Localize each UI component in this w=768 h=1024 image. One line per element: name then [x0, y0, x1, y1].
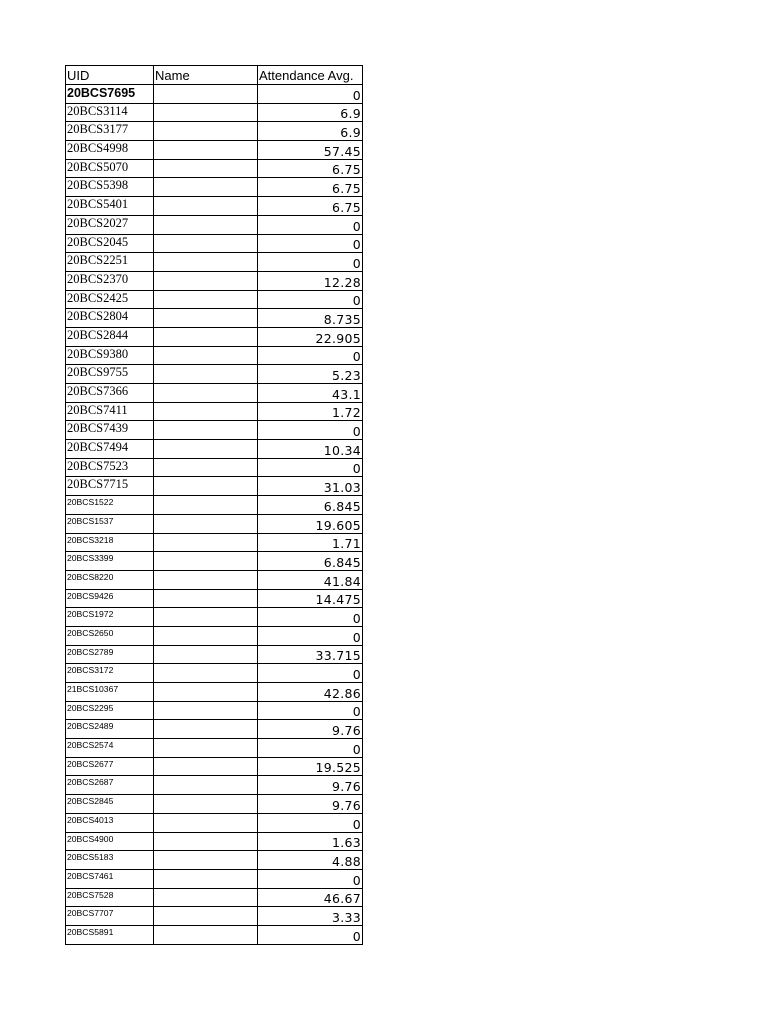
name-cell — [154, 645, 258, 664]
attendance-cell: 0 — [258, 85, 363, 104]
attendance-cell: 0 — [258, 925, 363, 944]
attendance-cell: 0 — [258, 346, 363, 365]
table-row — [66, 570, 363, 589]
uid-cell: 20BCS2251 — [66, 253, 154, 272]
table-row — [66, 795, 363, 814]
name-cell — [154, 365, 258, 384]
uid-cell: 20BCS3114 — [66, 103, 154, 122]
table-row — [66, 477, 363, 496]
attendance-cell: 0 — [258, 458, 363, 477]
table-row — [66, 589, 363, 608]
uid-cell: 20BCS4900 — [66, 832, 154, 851]
uid-cell: 20BCS7411 — [66, 402, 154, 421]
uid-cell: 20BCS2845 — [66, 795, 154, 814]
attendance-cell: 8.735 — [258, 309, 363, 328]
attendance-cell: 31.03 — [258, 477, 363, 496]
attendance-cell: 9.76 — [258, 776, 363, 795]
table-row — [66, 103, 363, 122]
attendance-cell: 19.525 — [258, 757, 363, 776]
name-cell — [154, 141, 258, 160]
header-row — [66, 66, 363, 85]
name-cell — [154, 514, 258, 533]
table-row — [66, 701, 363, 720]
table-row — [66, 290, 363, 309]
uid-cell: 20BCS7366 — [66, 384, 154, 403]
name-cell — [154, 552, 258, 571]
uid-cell: 20BCS2574 — [66, 739, 154, 758]
uid-cell: 20BCS3172 — [66, 664, 154, 683]
attendance-cell: 0 — [258, 626, 363, 645]
name-cell — [154, 795, 258, 814]
table-row — [66, 440, 363, 459]
uid-cell: 20BCS2295 — [66, 701, 154, 720]
uid-cell: 20BCS9426 — [66, 589, 154, 608]
uid-cell: 20BCS7494 — [66, 440, 154, 459]
attendance-cell: 0 — [258, 608, 363, 627]
attendance-cell: 43.1 — [258, 384, 363, 403]
table-row — [66, 85, 363, 104]
uid-cell: 20BCS2650 — [66, 626, 154, 645]
attendance-cell: 0 — [258, 234, 363, 253]
attendance-cell: 57.45 — [258, 141, 363, 160]
table-row — [66, 496, 363, 515]
attendance-cell: 22.905 — [258, 327, 363, 346]
attendance-cell: 0 — [258, 701, 363, 720]
attendance-cell: 41.84 — [258, 570, 363, 589]
uid-cell: 20BCS7528 — [66, 888, 154, 907]
name-cell — [154, 925, 258, 944]
table-body — [66, 85, 363, 945]
table-row — [66, 346, 363, 365]
table-row — [66, 869, 363, 888]
attendance-cell: 0 — [258, 664, 363, 683]
name-cell — [154, 907, 258, 926]
attendance-cell: 0 — [258, 869, 363, 888]
attendance-cell: 3.33 — [258, 907, 363, 926]
table-row — [66, 925, 363, 944]
uid-column-header: UID — [66, 66, 154, 85]
attendance-column-header: Attendance Avg. — [258, 66, 363, 85]
table-row — [66, 533, 363, 552]
table-row — [66, 384, 363, 403]
name-cell — [154, 253, 258, 272]
name-cell — [154, 85, 258, 104]
attendance-cell: 0 — [258, 739, 363, 758]
attendance-cell: 14.475 — [258, 589, 363, 608]
table-row — [66, 552, 363, 571]
table-row — [66, 271, 363, 290]
name-cell — [154, 776, 258, 795]
table-row — [66, 664, 363, 683]
attendance-cell: 1.72 — [258, 402, 363, 421]
table-row — [66, 720, 363, 739]
name-cell — [154, 869, 258, 888]
table-row — [66, 122, 363, 141]
name-cell — [154, 832, 258, 851]
name-cell — [154, 851, 258, 870]
uid-cell: 20BCS3399 — [66, 552, 154, 571]
name-cell — [154, 570, 258, 589]
table-row — [66, 309, 363, 328]
name-cell — [154, 197, 258, 216]
uid-cell: 20BCS2789 — [66, 645, 154, 664]
name-cell — [154, 813, 258, 832]
name-cell — [154, 309, 258, 328]
attendance-cell: 6.9 — [258, 122, 363, 141]
uid-cell: 20BCS9755 — [66, 365, 154, 384]
table-row — [66, 141, 363, 160]
table-row — [66, 888, 363, 907]
uid-cell: 20BCS2844 — [66, 327, 154, 346]
uid-cell: 20BCS5401 — [66, 197, 154, 216]
table-row — [66, 402, 363, 421]
name-cell — [154, 271, 258, 290]
table-row — [66, 851, 363, 870]
name-cell — [154, 290, 258, 309]
attendance-cell: 6.75 — [258, 178, 363, 197]
uid-cell: 20BCS1972 — [66, 608, 154, 627]
table-row — [66, 234, 363, 253]
name-cell — [154, 327, 258, 346]
table-row — [66, 178, 363, 197]
uid-cell: 20BCS7523 — [66, 458, 154, 477]
table-row — [66, 739, 363, 758]
name-cell — [154, 346, 258, 365]
attendance-cell: 46.67 — [258, 888, 363, 907]
attendance-cell: 10.34 — [258, 440, 363, 459]
name-cell — [154, 440, 258, 459]
table-row — [66, 813, 363, 832]
name-cell — [154, 384, 258, 403]
table-row — [66, 458, 363, 477]
uid-cell: 20BCS7461 — [66, 869, 154, 888]
uid-cell: 20BCS2045 — [66, 234, 154, 253]
uid-cell: 20BCS2489 — [66, 720, 154, 739]
attendance-cell: 6.845 — [258, 552, 363, 571]
uid-cell: 20BCS3177 — [66, 122, 154, 141]
table-row — [66, 365, 363, 384]
attendance-cell: 1.71 — [258, 533, 363, 552]
name-cell — [154, 757, 258, 776]
uid-cell: 20BCS5183 — [66, 851, 154, 870]
table-row — [66, 645, 363, 664]
name-cell — [154, 421, 258, 440]
table-row — [66, 907, 363, 926]
table-row — [66, 626, 363, 645]
attendance-cell: 0 — [258, 421, 363, 440]
uid-cell: 20BCS5398 — [66, 178, 154, 197]
uid-cell: 20BCS1522 — [66, 496, 154, 515]
attendance-cell: 19.605 — [258, 514, 363, 533]
uid-cell: 20BCS2677 — [66, 757, 154, 776]
uid-cell: 20BCS2425 — [66, 290, 154, 309]
table-row — [66, 832, 363, 851]
uid-cell: 20BCS7439 — [66, 421, 154, 440]
uid-cell: 20BCS4998 — [66, 141, 154, 160]
name-cell — [154, 458, 258, 477]
table-row — [66, 215, 363, 234]
attendance-cell: 0 — [258, 215, 363, 234]
name-cell — [154, 664, 258, 683]
uid-cell: 20BCS9380 — [66, 346, 154, 365]
attendance-cell: 0 — [258, 290, 363, 309]
attendance-cell: 6.75 — [258, 197, 363, 216]
uid-cell: 20BCS7707 — [66, 907, 154, 926]
uid-cell: 20BCS2804 — [66, 309, 154, 328]
table-row — [66, 776, 363, 795]
uid-cell: 20BCS2370 — [66, 271, 154, 290]
uid-cell: 20BCS5070 — [66, 159, 154, 178]
name-cell — [154, 234, 258, 253]
attendance-cell: 42.86 — [258, 683, 363, 702]
table-row — [66, 514, 363, 533]
uid-cell: 20BCS5891 — [66, 925, 154, 944]
attendance-cell: 0 — [258, 813, 363, 832]
attendance-cell: 6.75 — [258, 159, 363, 178]
attendance-table — [65, 65, 363, 945]
uid-cell: 20BCS2687 — [66, 776, 154, 795]
table-row — [66, 253, 363, 272]
attendance-cell: 4.88 — [258, 851, 363, 870]
attendance-cell: 6.9 — [258, 103, 363, 122]
attendance-cell: 33.715 — [258, 645, 363, 664]
uid-cell: 21BCS10367 — [66, 683, 154, 702]
name-cell — [154, 215, 258, 234]
name-cell — [154, 533, 258, 552]
uid-cell: 20BCS2027 — [66, 215, 154, 234]
table-row — [66, 327, 363, 346]
attendance-cell: 5.23 — [258, 365, 363, 384]
name-column-header: Name — [154, 66, 258, 85]
table-row — [66, 757, 363, 776]
uid-cell: 20BCS8220 — [66, 570, 154, 589]
attendance-cell: 12.28 — [258, 271, 363, 290]
uid-cell: 20BCS4013 — [66, 813, 154, 832]
table-row — [66, 197, 363, 216]
name-cell — [154, 720, 258, 739]
table-row — [66, 421, 363, 440]
table-row — [66, 683, 363, 702]
uid-cell: 20BCS1537 — [66, 514, 154, 533]
name-cell — [154, 402, 258, 421]
attendance-cell: 9.76 — [258, 720, 363, 739]
uid-cell: 20BCS7715 — [66, 477, 154, 496]
attendance-cell: 6.845 — [258, 496, 363, 515]
attendance-cell: 0 — [258, 253, 363, 272]
name-cell — [154, 477, 258, 496]
name-cell — [154, 739, 258, 758]
name-cell — [154, 683, 258, 702]
name-cell — [154, 626, 258, 645]
name-cell — [154, 701, 258, 720]
table-row — [66, 608, 363, 627]
table-row — [66, 159, 363, 178]
name-cell — [154, 178, 258, 197]
name-cell — [154, 159, 258, 178]
name-cell — [154, 122, 258, 141]
attendance-cell: 1.63 — [258, 832, 363, 851]
uid-cell: 20BCS7695 — [66, 85, 154, 104]
name-cell — [154, 496, 258, 515]
uid-cell: 20BCS3218 — [66, 533, 154, 552]
name-cell — [154, 589, 258, 608]
attendance-cell: 9.76 — [258, 795, 363, 814]
name-cell — [154, 103, 258, 122]
name-cell — [154, 888, 258, 907]
name-cell — [154, 608, 258, 627]
